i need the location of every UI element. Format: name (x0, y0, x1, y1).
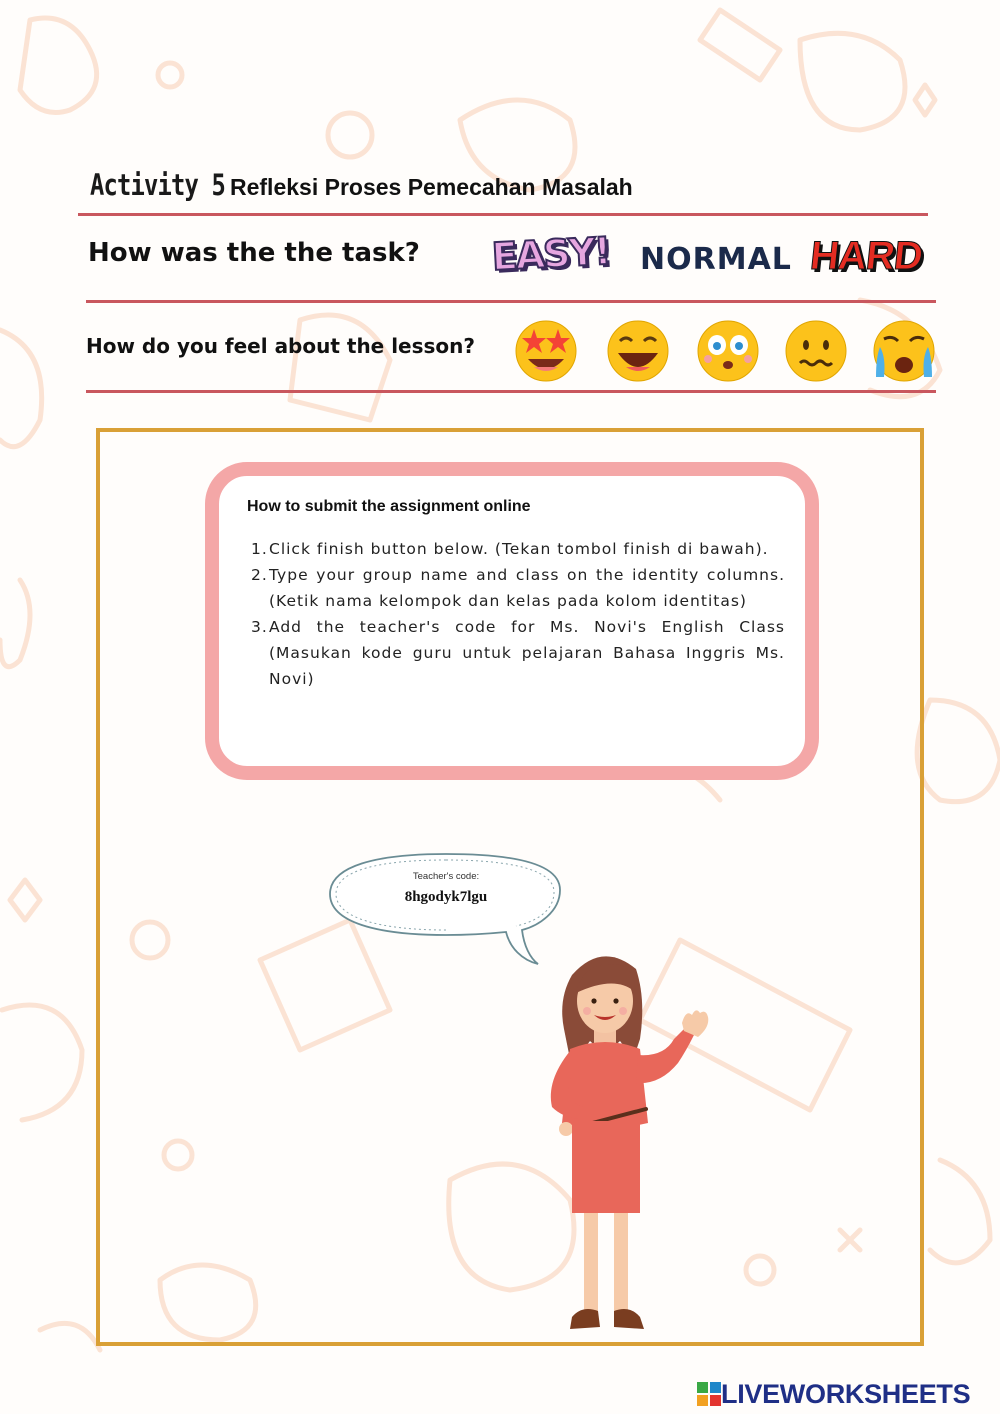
easy-option[interactable]: EASY! (490, 228, 611, 280)
crying-emoji[interactable] (870, 315, 938, 383)
task-question: How was the the task? (88, 238, 420, 268)
feeling-question: How do you feel about the lesson? (86, 334, 476, 358)
teacher-illustration (530, 945, 720, 1345)
surprised-emoji[interactable] (694, 315, 762, 383)
step-number: 1. (251, 540, 268, 558)
teacher-code-label: Teacher's code: (412, 871, 480, 882)
activity-label: Activity 5 (90, 168, 225, 202)
instructions-list (247, 536, 785, 692)
header-divider (78, 213, 928, 216)
normal-option[interactable]: NORMAL (640, 242, 792, 277)
instructions-title: How to submit the assignment online (247, 498, 531, 515)
step-text: Type your group name and class on the identity columns. (Ketik nama kelompok dan kelas pada kolom identitas) (269, 566, 785, 610)
task-divider (86, 300, 936, 303)
step-text: Click finish button below. (Tekan tombol finish di bawah). (269, 540, 769, 558)
hard-option[interactable]: HARD (808, 234, 925, 278)
liveworksheets-logo[interactable] (697, 1378, 970, 1410)
step-number: 3. (251, 618, 268, 636)
instruction-step (247, 536, 785, 562)
activity-subtitle: Refleksi Proses Pemecahan Masalah (230, 174, 633, 200)
step-text: Add the teacher's code for Ms. Novi's English Class (Masukan kode guru untuk pelajaran Bahasa Inggris Ms. Novi) (269, 618, 785, 688)
feeling-divider (86, 390, 936, 393)
instruction-step (247, 614, 785, 692)
step-number: 2. (251, 566, 268, 584)
instruction-step (247, 562, 785, 614)
teacher-code: 8hgodyk7lgu (404, 889, 488, 905)
uneasy-emoji[interactable] (782, 315, 850, 383)
liveworksheets-mark-icon (697, 1382, 721, 1406)
star-struck-emoji[interactable] (512, 315, 580, 383)
liveworksheets-logo-text: LIVEWORKSHEETS (721, 1378, 971, 1409)
grinning-emoji[interactable] (604, 315, 672, 383)
